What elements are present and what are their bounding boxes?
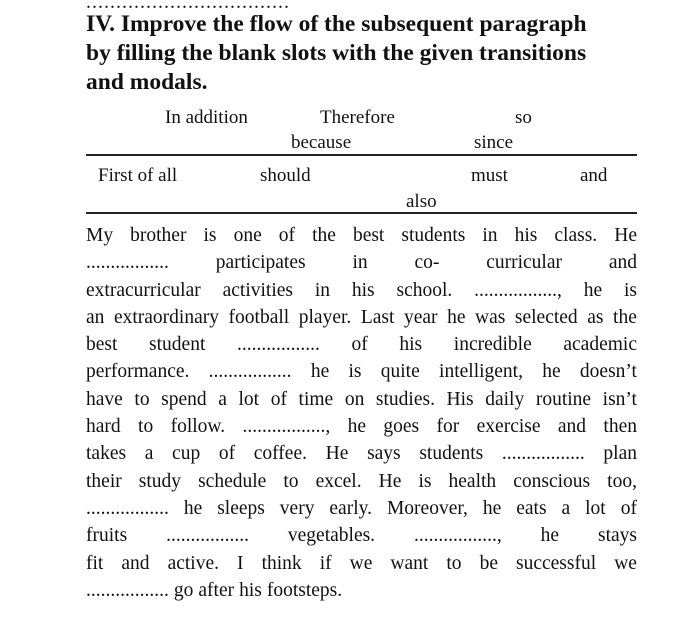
- paragraph-line: [86, 358, 637, 385]
- heading-line: by filling the blank slots with the given transitions: [86, 40, 587, 66]
- paragraph-word: his: [399, 334, 423, 356]
- paragraph-line: [86, 222, 637, 249]
- paragraph-word: of: [351, 334, 368, 356]
- paragraph-word: the: [312, 225, 336, 246]
- paragraph-word: My: [86, 225, 114, 246]
- paragraph-word: after: [198, 579, 235, 601]
- blank-slot: .................: [86, 497, 169, 519]
- paragraph-word: coffee.: [253, 443, 307, 465]
- paragraph-line: [86, 550, 637, 577]
- paragraph-word: schedule: [198, 470, 267, 492]
- word-therefore: Therefore: [320, 107, 395, 128]
- blank-slot: .................: [86, 252, 169, 274]
- paragraph-word: he: [310, 361, 330, 383]
- word-so: so: [515, 107, 532, 128]
- paragraph-word: is: [203, 225, 217, 246]
- top-dotted-line: ..................................: [86, 0, 290, 13]
- paragraph-line: [86, 522, 637, 549]
- paragraph-word: want: [390, 552, 429, 574]
- paragraph-word: intelligent,: [439, 361, 523, 383]
- paragraph-word: incredible: [453, 334, 532, 356]
- heading-line: IV. Improve the flow of the subsequent paragraph: [86, 11, 587, 37]
- divider-line: [86, 212, 637, 214]
- paragraph-word: studies.: [375, 388, 435, 410]
- paragraph-word: school.: [396, 279, 453, 301]
- paragraph-word: was: [475, 306, 506, 328]
- paragraph-word: his: [514, 225, 538, 246]
- paragraph-word: spend: [161, 388, 207, 410]
- word-in-addition: In addition: [165, 107, 248, 128]
- paragraph-word: and: [121, 552, 150, 574]
- paragraph-word: daily: [485, 388, 525, 410]
- paragraph-word: stays: [597, 525, 637, 547]
- paragraph-word: conscious: [513, 470, 591, 492]
- paragraph-word: health: [448, 470, 497, 492]
- paragraph-word: sleeps: [217, 497, 265, 519]
- blank-slot: .................,: [242, 416, 331, 438]
- paragraph-word: cup: [172, 443, 201, 465]
- paragraph-word: for: [436, 416, 460, 438]
- paragraph-word: of: [218, 443, 236, 465]
- blank-slot: .................,: [413, 525, 502, 547]
- paragraph-word: doesn’t: [579, 361, 637, 383]
- paragraph-word: player.: [298, 306, 352, 328]
- paragraph-word: his: [351, 279, 375, 301]
- blank-slot: .................: [166, 525, 249, 547]
- paragraph-word: His: [446, 388, 474, 410]
- paragraph-word: year: [403, 306, 438, 328]
- paragraph-word: follow.: [170, 416, 226, 438]
- blank-slot: .................: [237, 334, 320, 356]
- paragraph-word: He: [614, 225, 637, 246]
- paragraph-word: and: [557, 416, 587, 438]
- blank-slot: .................: [501, 443, 585, 465]
- paragraph-word: one: [233, 225, 262, 246]
- paragraph-line: [86, 577, 637, 604]
- blank-slot: .................,: [474, 279, 562, 301]
- paragraph-word: lot: [585, 497, 606, 519]
- paragraph-word: of: [270, 388, 287, 410]
- paragraph-word: lot: [238, 388, 260, 410]
- exercise-paragraph: [86, 222, 637, 604]
- paragraph-line: [86, 277, 637, 304]
- paragraph-line: [86, 249, 637, 276]
- paragraph-word: we: [614, 552, 637, 574]
- paragraph-word: brother: [130, 225, 187, 246]
- paragraph-line: [86, 386, 637, 413]
- paragraph-word: co-: [414, 252, 440, 274]
- paragraph-word: I: [237, 552, 244, 574]
- paragraph-word: in: [352, 252, 368, 274]
- paragraph-word: curricular: [486, 252, 562, 274]
- blank-slot: .................: [208, 361, 292, 383]
- paragraph-word: extraordinary: [113, 306, 219, 328]
- divider-line: [86, 154, 637, 156]
- paragraph-word: early.: [329, 497, 372, 519]
- paragraph-word: Last: [360, 306, 395, 328]
- paragraph-word: fruits: [86, 525, 128, 547]
- paragraph-word: students: [401, 225, 466, 246]
- paragraph-word: go: [173, 579, 194, 601]
- paragraph-word: hard: [86, 416, 121, 438]
- paragraph-word: we: [349, 552, 373, 574]
- paragraph-word: to: [134, 388, 150, 410]
- paragraph-word: to: [283, 470, 299, 492]
- paragraph-word: he: [183, 497, 203, 519]
- paragraph-word: if: [319, 552, 332, 574]
- paragraph-word: as: [587, 306, 604, 328]
- paragraph-word: best: [86, 334, 118, 356]
- paragraph-word: plan: [603, 443, 637, 465]
- exercise-heading: [86, 10, 646, 97]
- paragraph-word: active.: [167, 552, 219, 574]
- paragraph-word: Moreover,: [386, 497, 468, 519]
- paragraph-line: [86, 304, 637, 331]
- paragraph-word: in: [482, 225, 498, 246]
- paragraph-word: goes: [383, 416, 420, 438]
- paragraph-line: [86, 440, 637, 467]
- paragraph-word: takes: [86, 443, 127, 465]
- paragraph-word: a: [561, 497, 571, 519]
- paragraph-word: isn’t: [602, 388, 637, 410]
- paragraph-word: a: [218, 388, 227, 410]
- paragraph-word: eats: [516, 497, 547, 519]
- paragraph-word: selected: [514, 306, 578, 328]
- paragraph-line: [86, 468, 637, 495]
- paragraph-word: footsteps.: [266, 579, 343, 601]
- paragraph-word: quite: [380, 361, 420, 383]
- paragraph-word: participates: [215, 252, 306, 274]
- paragraph-word: is: [348, 361, 362, 383]
- paragraph-word: he: [447, 306, 466, 328]
- paragraph-word: extracurricular: [86, 279, 201, 301]
- paragraph-word: to: [138, 416, 154, 438]
- word-since: since: [474, 132, 514, 153]
- paragraph-word: He: [325, 443, 349, 465]
- paragraph-word: his: [239, 579, 262, 601]
- paragraph-word: fit: [86, 552, 104, 574]
- paragraph-word: the: [613, 306, 637, 328]
- paragraph-word: routine: [535, 388, 592, 410]
- paragraph-word: study: [138, 470, 182, 492]
- paragraph-word: students: [419, 443, 484, 465]
- paragraph-word: football: [228, 306, 290, 328]
- paragraph-word: he: [583, 279, 603, 301]
- paragraph-line: [86, 495, 637, 522]
- blank-slot: .................: [86, 579, 169, 601]
- paragraph-word: in: [314, 279, 331, 301]
- word-first-of-all: First of all: [98, 165, 178, 186]
- paragraph-word: says: [367, 443, 401, 465]
- word-and: and: [580, 165, 608, 186]
- paragraph-word: successful: [516, 552, 597, 574]
- paragraph-word: time: [298, 388, 334, 410]
- paragraph-word: is: [623, 279, 637, 301]
- paragraph-word: and: [608, 252, 637, 274]
- paragraph-word: he: [347, 416, 367, 438]
- paragraph-word: best: [352, 225, 385, 246]
- paragraph-word: a: [144, 443, 154, 465]
- paragraph-word: of: [278, 225, 296, 246]
- paragraph-word: is: [418, 470, 432, 492]
- paragraph-word: think: [261, 552, 302, 574]
- paragraph-word: exercise: [476, 416, 541, 438]
- paragraph-word: very: [279, 497, 315, 519]
- word-because: because: [291, 132, 352, 153]
- paragraph-word: student: [149, 334, 206, 356]
- paragraph-word: excel.: [315, 470, 362, 492]
- paragraph-word: too,: [607, 470, 637, 492]
- word-must: must: [471, 165, 508, 186]
- paragraph-word: activities: [222, 279, 294, 301]
- paragraph-word: to: [446, 552, 462, 574]
- paragraph-word: he: [482, 497, 502, 519]
- paragraph-word: then: [603, 416, 637, 438]
- word-should: should: [260, 165, 311, 186]
- paragraph-line: [86, 331, 637, 358]
- paragraph-word: performance.: [86, 361, 190, 383]
- paragraph-word: be: [479, 552, 498, 574]
- paragraph-word: an: [86, 306, 105, 328]
- paragraph-word: he: [540, 525, 560, 547]
- paragraph-word: academic: [563, 334, 637, 356]
- paragraph-word: their: [86, 470, 122, 492]
- paragraph-word: class.: [554, 225, 598, 246]
- paragraph-word: on: [344, 388, 365, 410]
- paragraph-line: [86, 413, 637, 440]
- word-also: also: [406, 191, 437, 212]
- paragraph-word: of: [620, 497, 637, 519]
- heading-line: and modals.: [86, 69, 208, 95]
- paragraph-word: He: [378, 470, 402, 492]
- paragraph-word: he: [542, 361, 561, 383]
- paragraph-word: vegetables.: [287, 525, 376, 547]
- paragraph-word: have: [86, 388, 123, 410]
